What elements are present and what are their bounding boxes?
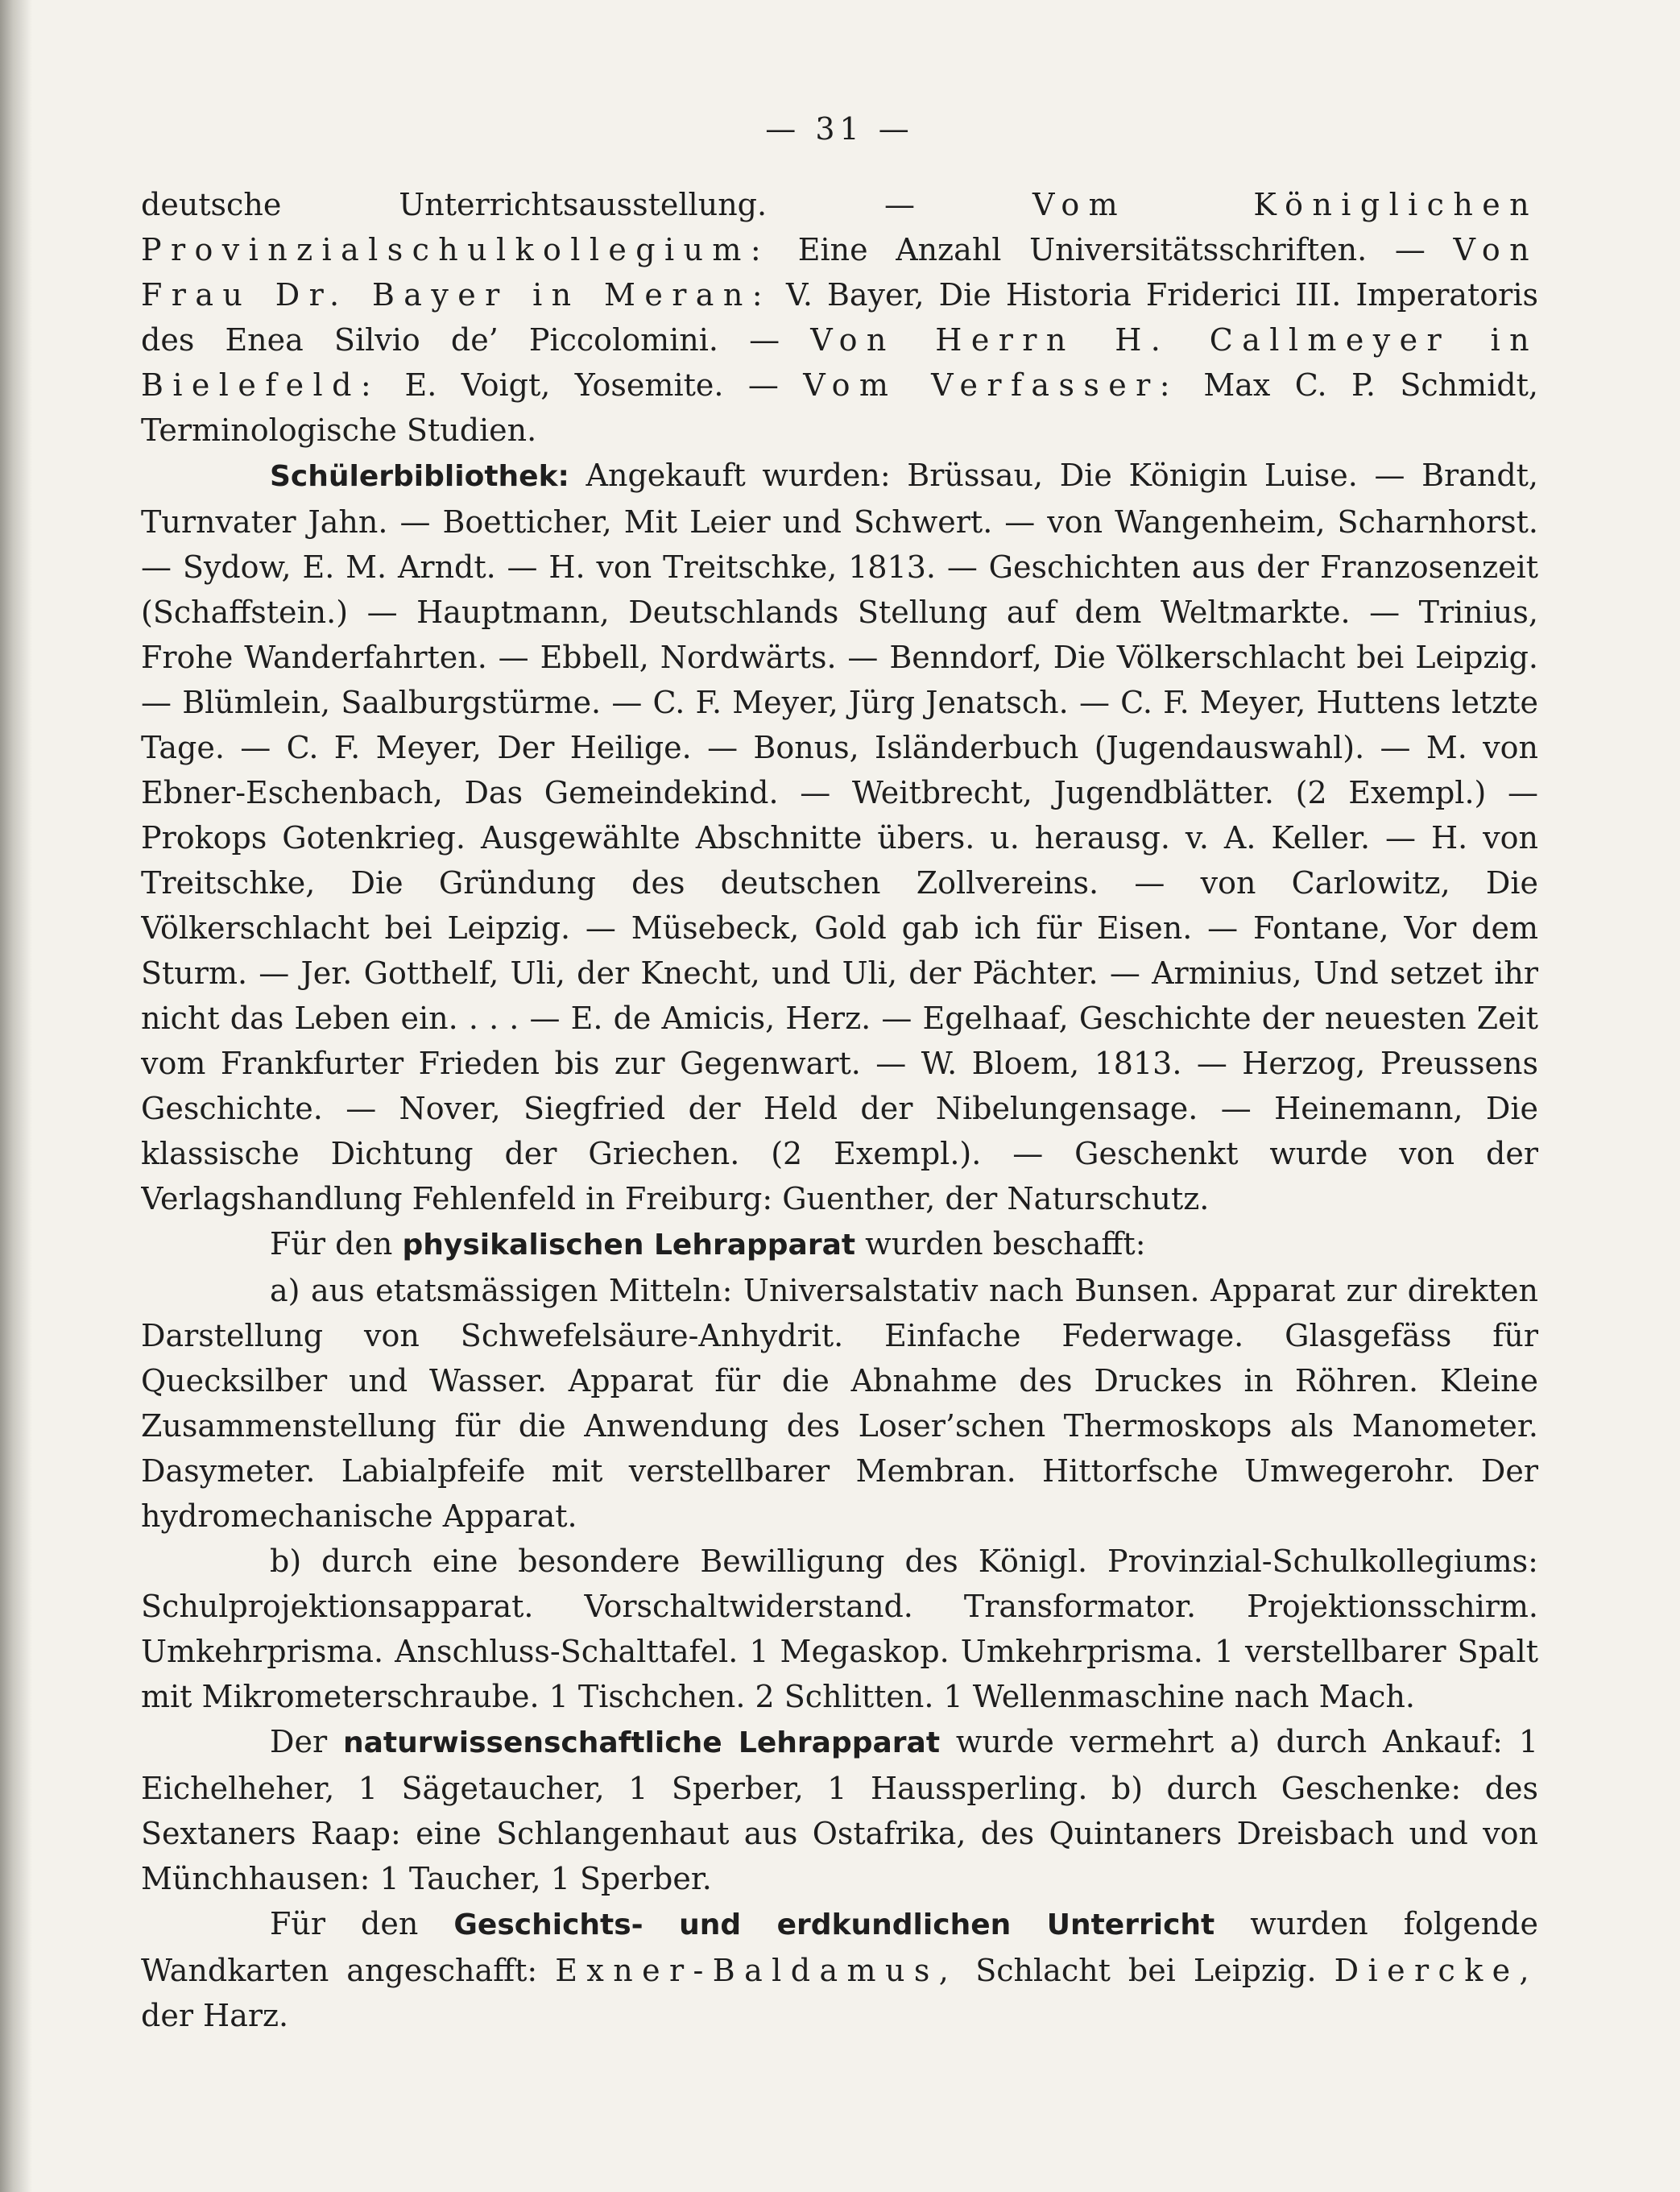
text-run: Für den [270, 1226, 403, 1262]
text-run: Max C. P. Schmidt, Terminologische Studien. [141, 367, 1538, 448]
paragraph-physik-b [141, 1539, 1538, 1719]
text-run: b) durch eine besondere Bewilligung des Königl. Provinzial-Schulkollegiums: Schulprojektionsapparat. Vorschaltwiderstand. Transformator. Projektionsschirm. Umkehrprisma. Anschluss-Schalttafel. 1 Megaskop. Umkehrprisma. 1 verstellbarer Spalt mit Mikrometerschraube. 1 Tischchen. 2 Schlitten. 1 Wellenmaschine nach Mach. [141, 1544, 1538, 1714]
spaced-name: Exner-Baldamus, [555, 1953, 958, 1988]
paragraph-acquisitions-continued [141, 182, 1538, 453]
spaced-name: Vom Verfasser: [803, 367, 1179, 403]
section-heading: Schülerbibliothek: [270, 460, 569, 493]
text-run: Eine Anzahl Universitätsschriften. — [770, 232, 1454, 267]
section-heading: naturwissenschaftliche Lehrapparat [342, 1726, 941, 1759]
body-text [141, 182, 1538, 2038]
paragraph-geschichte [141, 1901, 1538, 2038]
text-run: deutsche Unterrichtsausstellung. — [141, 187, 1032, 222]
spaced-name: Von Frau Dr. Bayer in Meran: [141, 232, 1538, 313]
text-run: Der [270, 1724, 343, 1759]
paragraph-physik-intro [141, 1221, 1538, 1268]
section-heading: Geschichts- und erdkundlichen Unterricht [453, 1908, 1215, 1941]
paragraph-naturwissenschaft [141, 1719, 1538, 1901]
scan-page-edge [0, 0, 32, 2192]
text-run: E. Voigt, Yosemite. — [380, 367, 804, 403]
page-number: — 31 — [765, 113, 914, 147]
text-run: der Harz. [141, 1998, 289, 2033]
text-run: wurden folgende Wandkarten angeschafft: [141, 1906, 1538, 1988]
text-run: wurden beschafft: [855, 1226, 1146, 1262]
text-run: Schlacht bei Leipzig. [958, 1953, 1334, 1988]
text-run: Angekauft wurden: Brüssau, Die Königin Luise. — Brandt, Turnvater Jahn. — Boetticher, Mit Leier und Schwert. — von Wangenheim, Scharnhorst. — Sydow, E. M. Arndt. — H. von Treitschke, 1813. — Geschichten aus der Franzosenzeit (Schaffstein.) — Hauptmann, Deutschlands Stellung auf dem Weltmarkte. — Trinius, Frohe Wanderfahrten. — Ebbell, Nordwärts. — Benndorf, Die Völkerschlacht bei Leipzig. — Blümlein, Saalburgstürme. — C. F. Meyer, Jürg Jenatsch. — C. F. Meyer, Huttens letzte Tage. — C. F. Meyer, Der Heilige. — Bonus, Isländerbuch (Jugendauswahl). — M. von Ebner-Eschenbach, Das Gemeindekind. — Weitbrecht, Jugendblätter. (2 Exempl.) — Prokops Gotenkrieg. Ausgewählte Abschnitte übers. u. herausg. v. A. Keller. — H. von Treitschke, Die Gründung des deutschen Zollvereins. — von Carlowitz, Die Völkerschlacht bei Leipzig. — Müsebeck, Gold gab ich für Eisen. — Fontane, Vor dem Sturm. — Jer. Gotthelf, Uli, der Knecht, und Uli, der Pächter. — Arminius, Und setzet ihr nicht das Leben ein. . . . — E. de Amicis, Herz. — Egelhaaf, Geschichte der neuesten Zeit vom Frankfurter Frieden bis zur Gegenwart. — W. Bloem, 1813. — Herzog, Preussens Geschichte. — Nover, Siegfried der Held der Nibelungensage. — Heinemann, Die klassische Dichtung der Griechen. (2 Exempl.). — Geschenkt wurde von der Verlagshandlung Fehlenfeld in Freiburg: Guenther, der Naturschutz. [141, 458, 1538, 1216]
spaced-name: Vom Königlichen Provinzialschulkollegium: [141, 187, 1538, 267]
paragraph-physik-a [141, 1268, 1538, 1539]
text-run: wurde vermehrt a) durch Ankauf: 1 Eichelheher, 1 Sägetaucher, 1 Sperber, 1 Haussperling. b) durch Geschenke: des Sextaners Raap: eine Schlangenhaut aus Ostafrika, des Quintaners Dreisbach und von Münchhausen: 1 Taucher, 1 Sperber. [141, 1724, 1538, 1896]
section-heading: physikalischen Lehrapparat [402, 1229, 856, 1262]
spaced-name: Von Herrn H. Callmeyer in Bielefeld: [141, 322, 1538, 403]
text-run: a) aus etatsmässigen Mitteln: Universalstativ nach Bunsen. Apparat zur direkten Darstellung von Schwefelsäure-Anhydrit. Einfache Federwage. Glasgefäss für Quecksilber und Wasser. Apparat für die Abnahme des Druckes in Röhren. Kleine Zusammenstellung für die Anwendung des Loser’schen Thermoskops als Manometer. Dasymeter. Labialpfeife mit verstellbarer Membran. Hittorfsche Umwegerohr. Der hydromechanische Apparat. [141, 1273, 1538, 1534]
text-run: Für den [270, 1906, 454, 1941]
document-page [141, 113, 1538, 2159]
paragraph-schuelerbibliothek [141, 453, 1538, 1221]
spaced-name: Diercke, [1334, 1953, 1538, 1988]
text-run: V. Bayer, Die Historia Friderici III. Imperatoris des Enea Silvio de’ Piccolomini. — [141, 277, 1538, 358]
